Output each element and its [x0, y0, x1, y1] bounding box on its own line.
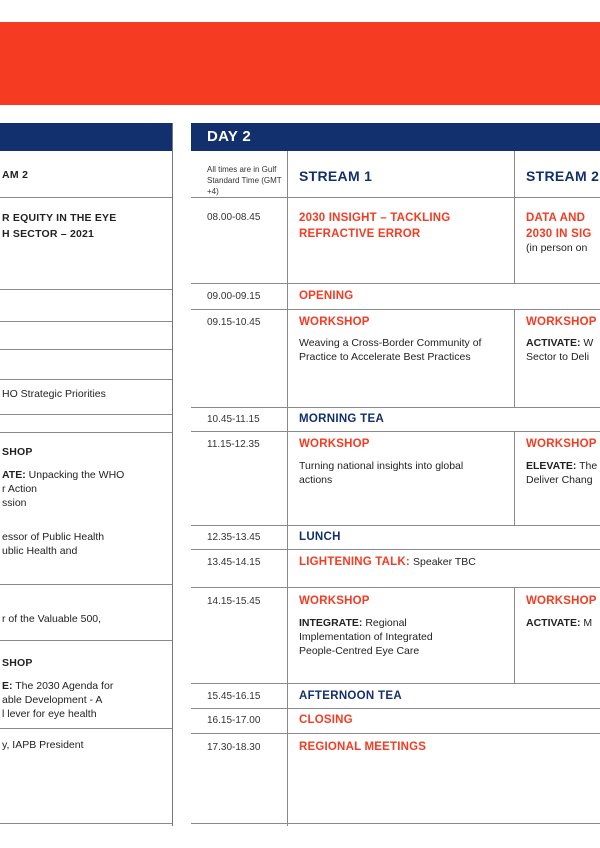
- divider: [191, 283, 600, 284]
- session-title-line1: R EQUITY IN THE EYE: [2, 212, 117, 224]
- divider: [0, 414, 172, 415]
- day2-header-bar: [191, 123, 600, 151]
- divider: [0, 379, 172, 380]
- session-title: 2030 INSIGHT – TACKLING: [299, 212, 451, 224]
- stream2-header: AM 2: [2, 169, 29, 181]
- session-description: ACTIVATE: W: [526, 337, 594, 349]
- column-divider: [514, 151, 515, 283]
- divider: [0, 197, 172, 198]
- divider: [0, 432, 172, 433]
- divider: [191, 587, 600, 588]
- time-cell: 15.45-16.15: [207, 691, 261, 702]
- session-description: INTEGRATE: Regional: [299, 617, 407, 629]
- divider: [0, 349, 172, 350]
- elevate-line2: r Action: [2, 483, 38, 495]
- workshop-label: WORKSHOP: [299, 316, 370, 328]
- divider: [191, 549, 600, 550]
- divider: [0, 728, 172, 729]
- session-description: People-Centred Eye Care: [299, 645, 420, 657]
- stream1-header: STREAM 1: [299, 168, 373, 184]
- elevate-line3: ssion: [2, 497, 27, 509]
- break-label: MORNING TEA: [299, 413, 385, 425]
- time-cell: 13.45-14.15: [207, 557, 261, 568]
- day1-panel: [0, 123, 173, 826]
- day1-header-bar: [0, 123, 172, 151]
- time-cell: 16.15-17.00: [207, 715, 261, 726]
- break-label: AFTERNOON TEA: [299, 690, 402, 702]
- speaker-line2: ublic Health and: [2, 545, 78, 557]
- time-cell: 10.45-11.15: [207, 414, 260, 425]
- divider: [191, 309, 600, 310]
- column-divider: [514, 587, 515, 683]
- speaker-valuable500: r of the Valuable 500,: [2, 613, 102, 625]
- time-cell: 14.15-15.45: [207, 596, 261, 607]
- session-title: REGIONAL MEETINGS: [299, 741, 427, 753]
- day-label: DAY 2: [207, 128, 252, 145]
- workshop-label: WORKSHOP: [526, 438, 597, 450]
- divider: [191, 733, 600, 734]
- session-title: DATA AND: [526, 212, 586, 224]
- divider: [191, 708, 600, 709]
- session-description: Implementation of Integrated: [299, 631, 433, 643]
- column-divider: [514, 431, 515, 525]
- divider: [0, 823, 172, 824]
- divider: [191, 525, 600, 526]
- column-divider: [514, 309, 515, 407]
- session-description: ACTIVATE: M: [526, 617, 593, 629]
- session-description: Deliver Chang: [526, 474, 593, 486]
- time-cell: 09.15-10.45: [207, 317, 261, 328]
- speaker-iapb: y, IAPB President: [2, 739, 84, 751]
- top-banner: [0, 22, 600, 105]
- who-priorities-text: HO Strategic Priorities: [2, 388, 106, 400]
- workshop-label: WORKSHOP: [299, 595, 370, 607]
- divider: [0, 289, 172, 290]
- lightening-talk: LIGHTENING TALK: Speaker TBC: [299, 556, 476, 568]
- session-description: Weaving a Cross-Border Community of Practice to Accelerate Best Practices: [299, 337, 482, 363]
- session-description: Turning national insights into global actions: [299, 460, 464, 486]
- divider: [191, 407, 600, 408]
- time-cell: 12.35-13.45: [207, 532, 261, 543]
- stream2-header: STREAM 2: [526, 168, 600, 184]
- workshop-label: SHOP: [2, 446, 33, 458]
- session-title: CLOSING: [299, 714, 353, 726]
- agenda-line1: E: The 2030 Agenda for: [2, 680, 114, 692]
- break-label: LUNCH: [299, 531, 341, 543]
- divider: [191, 197, 600, 198]
- divider: [191, 823, 600, 824]
- session-description: ELEVATE: The: [526, 460, 598, 472]
- elevate-line1: ATE: Unpacking the WHO: [2, 469, 125, 481]
- agenda-line2: able Development - A: [2, 694, 103, 706]
- divider: [0, 640, 172, 641]
- timezone-note: All times are in Gulf Standard Time (GMT +4): [207, 165, 282, 196]
- time-cell: 09.00-09.15: [207, 291, 261, 302]
- divider: [191, 431, 600, 432]
- workshop-label: WORKSHOP: [526, 316, 597, 328]
- time-cell: 11.15-12.35: [207, 439, 260, 450]
- column-divider: [287, 151, 288, 826]
- time-cell: 08.00-08.45: [207, 212, 261, 223]
- session-title: OPENING: [299, 290, 354, 302]
- day2-panel: [191, 123, 600, 826]
- workshop-label: WORKSHOP: [526, 595, 597, 607]
- workshop-label: WORKSHOP: [299, 438, 370, 450]
- session-description: Sector to Deli: [526, 351, 590, 363]
- session-title: 2030 IN SIG: [526, 228, 592, 240]
- session-note: (in person on: [526, 242, 588, 254]
- agenda-line3: l lever for eye health: [2, 708, 97, 720]
- divider: [191, 683, 600, 684]
- workshop-label: SHOP: [2, 657, 33, 669]
- session-title: REFRACTIVE ERROR: [299, 228, 421, 240]
- session-title-line2: H SECTOR – 2021: [2, 228, 95, 240]
- divider: [0, 321, 172, 322]
- speaker-line1: essor of Public Health: [2, 531, 105, 543]
- time-cell: 17.30-18.30: [207, 742, 261, 753]
- divider: [0, 584, 172, 585]
